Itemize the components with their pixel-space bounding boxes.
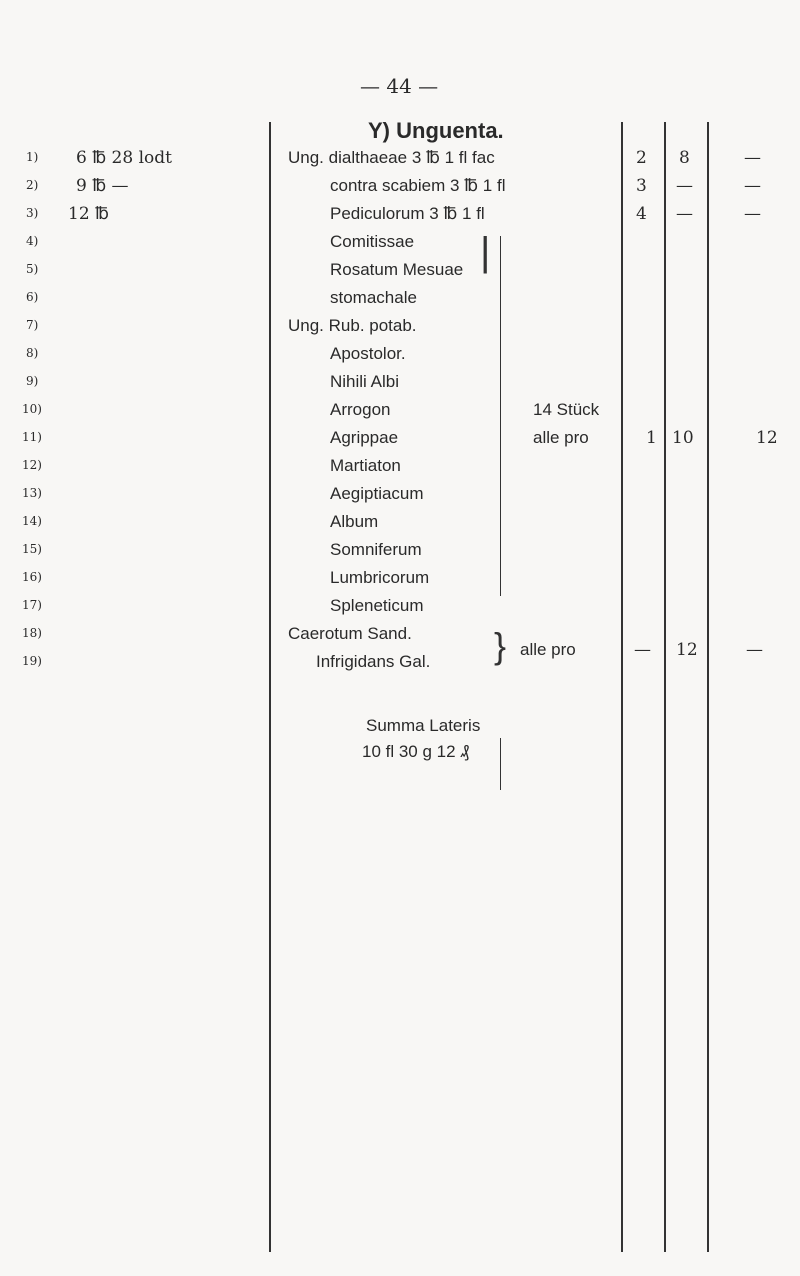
- value-r2-c1: 3: [636, 176, 647, 196]
- value-r2-c3: —: [744, 176, 761, 196]
- item-9: Nihili Albi: [330, 372, 399, 391]
- value-r1-c1: 2: [636, 148, 647, 168]
- value-r3-c1: 4: [636, 204, 647, 224]
- item-19: Infrigidans Gal.: [316, 652, 431, 671]
- value-r2-c2: —: [676, 176, 693, 196]
- left-qty-1: 6 ℔ 28 lodt: [76, 148, 172, 168]
- item-3: Pediculorum 3 ℔ 1 fl: [330, 204, 485, 223]
- group2-value-c1: —: [634, 640, 651, 660]
- item-5: Rosatum Mesuae: [330, 260, 464, 279]
- fn-16: 16): [22, 570, 42, 584]
- fn-5: 5): [26, 262, 39, 276]
- brace-upper: |: [480, 230, 491, 274]
- item-14: Album: [330, 512, 379, 531]
- rule-left: [269, 122, 271, 1252]
- group-value-c3: 12: [756, 428, 778, 448]
- fn-10: 10): [22, 402, 42, 416]
- item-10: Arrogon: [330, 400, 391, 419]
- fn-12: 12): [22, 458, 42, 472]
- rule-c3: [707, 122, 709, 1252]
- item-1: Ung. dialthaeae 3 ℔ 1 fl fac: [288, 148, 495, 167]
- fn-17: 17): [22, 598, 42, 612]
- summa-label: Summa Lateris: [366, 716, 481, 735]
- fn-11: 11): [22, 430, 42, 444]
- fn-8: 8): [26, 346, 39, 360]
- summa-total: 10 fl 30 g 12 ₰: [362, 742, 470, 761]
- item-17: Spleneticum: [330, 596, 424, 615]
- group2-bracket-left: [500, 738, 501, 790]
- group2-value-c2: 12: [676, 640, 698, 660]
- group2-note: alle pro: [520, 640, 576, 659]
- item-7: Ung. Rub. potab.: [288, 316, 417, 335]
- group-bracket-left: [500, 236, 501, 596]
- item-15: Somniferum: [330, 540, 422, 559]
- fn-7: 7): [26, 318, 39, 332]
- fn-15: 15): [22, 542, 42, 556]
- group-note-line1: 14 Stück: [533, 400, 600, 419]
- fn-9: 9): [26, 374, 39, 388]
- fn-19: 19): [22, 654, 42, 668]
- fn-1: 1): [26, 150, 39, 164]
- value-r3-c2: —: [676, 204, 693, 224]
- group2-value-c3: —: [746, 640, 763, 660]
- item-11: Agrippae: [330, 428, 399, 447]
- fn-14: 14): [22, 514, 42, 528]
- group-value-c1: 1: [646, 428, 657, 448]
- left-qty-2: 9 ℔ —: [76, 176, 129, 196]
- fn-3: 3): [26, 206, 39, 220]
- item-18: Caerotum Sand.: [288, 624, 412, 643]
- value-r3-c3: —: [744, 204, 761, 224]
- item-16: Lumbricorum: [330, 568, 430, 587]
- fn-18: 18): [22, 626, 42, 640]
- page-number: — 44 —: [360, 74, 439, 98]
- brace-lower: }: [494, 625, 507, 666]
- fn-6: 6): [26, 290, 39, 304]
- rule-c1: [621, 122, 623, 1252]
- value-r1-c3: —: [744, 148, 761, 168]
- item-13: Aegiptiacum: [330, 484, 424, 503]
- item-6: stomachale: [330, 288, 417, 307]
- fn-13: 13): [22, 486, 42, 500]
- item-4: Comitissae: [330, 232, 415, 251]
- group-value-c2: 10: [672, 428, 694, 448]
- fn-2: 2): [26, 178, 39, 192]
- section-title: Y) Unguenta.: [368, 118, 504, 143]
- fn-4: 4): [26, 234, 39, 248]
- group-note-line2: alle pro: [533, 428, 589, 447]
- rule-c2: [664, 122, 666, 1252]
- item-12: Martiaton: [330, 456, 401, 475]
- item-2: contra scabiem 3 ℔ 1 fl: [330, 176, 506, 195]
- value-r1-c2: 8: [679, 148, 690, 168]
- item-8: Apostolor.: [330, 344, 406, 363]
- left-qty-3: 12 ℔: [68, 204, 109, 224]
